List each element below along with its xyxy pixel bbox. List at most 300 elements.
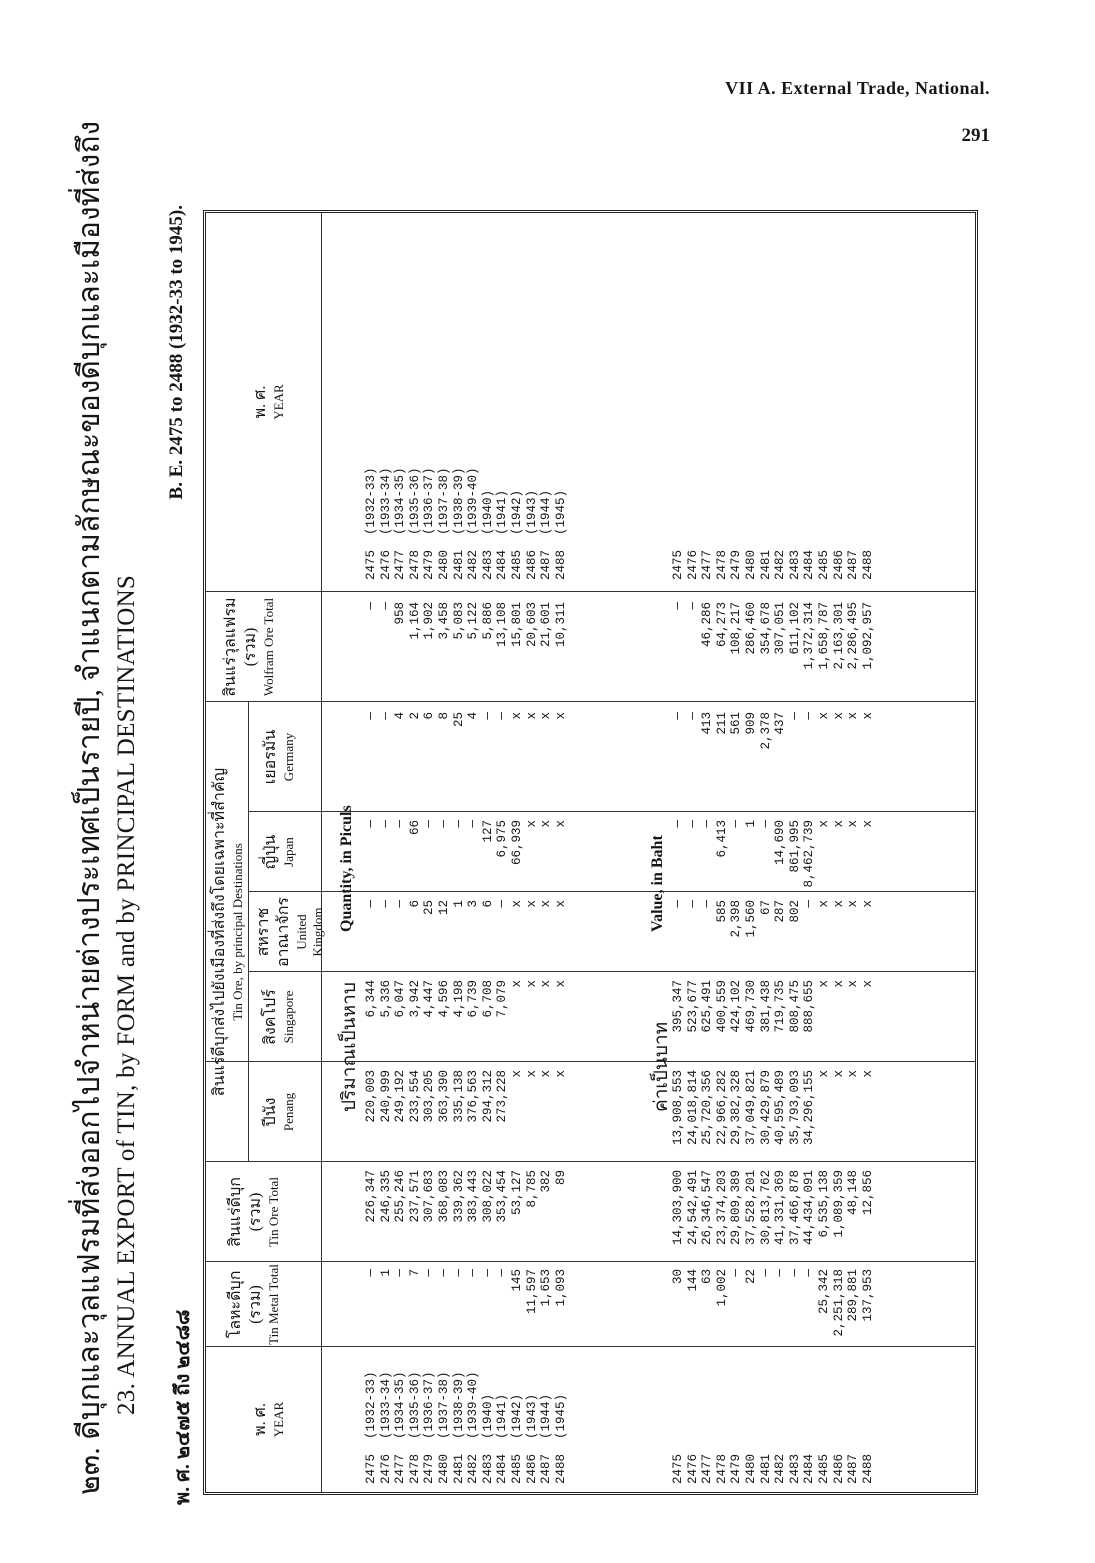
- table-cell: 2,163,301: [831, 602, 846, 670]
- table-cell: 2487: [846, 549, 861, 580]
- table-cell: —: [495, 1269, 510, 1277]
- table-cell: —: [700, 900, 715, 908]
- header-wolfram: สินแร่วุลแฟรม (รวม) Wolfram Ore Total: [222, 597, 276, 697]
- table-cell: 2478: [714, 1453, 729, 1484]
- table-cell: 2: [407, 712, 422, 720]
- table-cell: 469,730: [743, 980, 758, 1033]
- table-cell: 3,942: [407, 980, 422, 1018]
- table-cell: 2476: [685, 1453, 700, 1484]
- table-cell: 2481 (1938-39): [451, 467, 466, 580]
- table-cell: 108,217: [729, 602, 744, 655]
- table-cell: x: [539, 820, 554, 828]
- table-cell: 145: [509, 1269, 524, 1292]
- table-cell: 437: [773, 712, 788, 735]
- quantity-germany-column: [364, 712, 568, 812]
- header-germany: เยอรมัน Germany: [262, 729, 296, 785]
- section-quantity-english: Quantity, in Piculs: [338, 805, 355, 932]
- table-cell: x: [539, 900, 554, 908]
- table-cell: 35,793,093: [787, 1070, 802, 1146]
- table-cell: 64,273: [714, 602, 729, 648]
- export-table: [203, 210, 978, 1495]
- table-cell: —: [393, 900, 408, 908]
- header-japan: ญี่ปุ่น Japan: [262, 834, 296, 870]
- table-cell: 611,102: [787, 602, 802, 655]
- table-cell: 4,447: [422, 980, 437, 1018]
- table-cell: x: [524, 1070, 539, 1078]
- section-value-english: Value, in Baht: [649, 835, 666, 932]
- table-cell: 2486: [831, 549, 846, 580]
- table-cell: 2477 (1934-35): [393, 467, 408, 580]
- table-cell: —: [802, 712, 817, 720]
- quantity-metal-column: [364, 1269, 568, 1347]
- table-cell: 14,303,900: [671, 1170, 685, 1246]
- table-cell: 2478 (1935-36): [407, 1371, 422, 1484]
- table-cell: 2476: [685, 549, 700, 580]
- table-cell: —: [685, 900, 700, 908]
- table-cell: x: [539, 1070, 554, 1078]
- table-cell: —: [685, 602, 700, 610]
- table-cell: 523,677: [685, 980, 700, 1033]
- table-cell: 44,434,091: [802, 1170, 817, 1246]
- quantity-ore-column: [364, 1170, 568, 1262]
- table-cell: —: [364, 602, 378, 610]
- table-cell: —: [773, 1269, 788, 1277]
- table-cell: 3: [466, 900, 481, 908]
- table-cell: 2481 (1938-39): [451, 1371, 466, 1484]
- table-cell: 808,475: [787, 980, 802, 1033]
- table-cell: 1,372,314: [802, 602, 817, 670]
- year-column-quantity: [364, 1354, 568, 1484]
- table-cell: 30,429,879: [758, 1070, 773, 1146]
- table-cell: —: [364, 1269, 378, 1277]
- table-cell: 29,809,389: [729, 1170, 744, 1246]
- header-united-kingdom: สหราชอาณาจักร United Kingdom: [255, 896, 326, 968]
- value-singapore-column: [671, 980, 875, 1062]
- table-cell: 395,347: [671, 980, 685, 1033]
- table-cell: x: [553, 900, 568, 908]
- table-cell: —: [364, 712, 378, 720]
- table-cell: 2480 (1937-38): [436, 1371, 451, 1484]
- table-cell: 4,596: [436, 980, 451, 1018]
- table-cell: —: [378, 712, 393, 720]
- table-cell: 37,466,878: [787, 1170, 802, 1246]
- table-cell: x: [524, 980, 539, 988]
- table-cell: 12,856: [860, 1170, 875, 1216]
- table-cell: 376,563: [466, 1070, 481, 1123]
- table-cell: 2486 (1943): [524, 489, 539, 580]
- table-cell: —: [422, 1269, 437, 1277]
- table-cell: 354,678: [758, 602, 773, 655]
- table-cell: x: [831, 712, 846, 720]
- table-cell: x: [509, 1070, 524, 1078]
- table-cell: 273,228: [495, 1070, 510, 1123]
- table-cell: 2488 (1945): [553, 489, 568, 580]
- table-cell: —: [364, 900, 378, 908]
- table-cell: 958: [393, 602, 408, 625]
- table-cell: 12: [436, 900, 451, 916]
- table-cell: 2,251,318: [831, 1269, 846, 1337]
- table-cell: 21,601: [539, 602, 554, 648]
- header-singapore: สิงคโปร์ Singapore: [262, 989, 296, 1045]
- table-cell: 14,690: [773, 820, 788, 866]
- table-cell: 339,362: [451, 1170, 466, 1223]
- table-cell: —: [787, 712, 802, 720]
- table-cell: 24,542,491: [685, 1170, 700, 1246]
- table-cell: —: [480, 712, 495, 720]
- table-cell: 30,813,762: [758, 1170, 773, 1246]
- table-cell: 2481: [758, 549, 773, 580]
- table-cell: 2477: [700, 1453, 715, 1484]
- table-cell: 6: [407, 900, 422, 908]
- table-cell: 13,908,553: [671, 1070, 685, 1146]
- table-cell: x: [553, 712, 568, 720]
- value-japan-column: [671, 820, 875, 892]
- table-cell: x: [509, 712, 524, 720]
- table-cell: 4: [466, 712, 481, 720]
- table-cell: 1,093: [553, 1269, 568, 1307]
- table-cell: 53,127: [509, 1170, 524, 1216]
- table-cell: 2481: [758, 1453, 773, 1484]
- header-destinations: สินแร่ดีบุกส่งไปยังเมืองที่ส่งถึงโดยเฉพาะที่สำคัญ Tin Ore, by principal Destinations: [211, 767, 245, 1097]
- year-column-value: [671, 1354, 875, 1484]
- table-cell: —: [378, 602, 393, 610]
- table-cell: —: [466, 820, 481, 828]
- table-cell: x: [860, 980, 875, 988]
- table-cell: x: [831, 980, 846, 988]
- table-cell: —: [378, 900, 393, 908]
- table-cell: 2477: [700, 549, 715, 580]
- table-cell: 2480: [743, 1453, 758, 1484]
- table-cell: 66: [407, 820, 422, 836]
- table-cell: 249,192: [393, 1070, 408, 1123]
- value-wolfram-column: [671, 602, 875, 702]
- table-cell: 2478 (1935-36): [407, 467, 422, 580]
- table-cell: 20,603: [524, 602, 539, 648]
- table-cell: 5,886: [480, 602, 495, 640]
- table-cell: 2475 (1932-33): [364, 1371, 378, 1484]
- table-cell: 127: [480, 820, 495, 843]
- table-cell: 719,735: [773, 980, 788, 1033]
- value-metal-column: [671, 1269, 875, 1347]
- table-cell: x: [539, 712, 554, 720]
- table-cell: 6: [422, 712, 437, 720]
- table-cell: 5,122: [466, 602, 481, 640]
- table-cell: 1: [451, 900, 466, 908]
- table-cell: 6,047: [393, 980, 408, 1018]
- table-cell: 888,655: [802, 980, 817, 1033]
- value-germany-column: [671, 712, 875, 812]
- table-cell: x: [553, 1070, 568, 1078]
- table-cell: 2482 (1939-40): [466, 1371, 481, 1484]
- table-cell: 2485: [816, 549, 831, 580]
- table-cell: 2488: [860, 549, 875, 580]
- header-tin-ore: สินแร่ดีบุก (รวม) Tin Ore Total: [227, 1177, 281, 1247]
- table-cell: x: [509, 980, 524, 988]
- table-cell: 2476 (1933-34): [378, 1371, 393, 1484]
- table-cell: —: [671, 712, 685, 720]
- table-cell: 6,413: [714, 820, 729, 858]
- table-cell: 2484 (1941): [495, 489, 510, 580]
- table-cell: 4,198: [451, 980, 466, 1018]
- table-cell: x: [816, 900, 831, 908]
- header-penang: ปีนัง Penang: [262, 1092, 296, 1132]
- year-column-right-value: [671, 440, 875, 580]
- table-cell: x: [846, 820, 861, 828]
- header-tin-metal: โลหะดีบุก (รวม) Tin Metal Total: [227, 1264, 281, 1345]
- quantity-japan-column: [364, 820, 568, 892]
- table-cell: 41,331,369: [773, 1170, 788, 1246]
- table-cell: 2482: [773, 1453, 788, 1484]
- table-cell: 294,312: [480, 1070, 495, 1123]
- table-cell: —: [671, 900, 685, 908]
- table-cell: —: [451, 820, 466, 828]
- table-cell: 2487: [846, 1453, 861, 1484]
- table-cell: 66,939: [509, 820, 524, 866]
- table-cell: —: [671, 602, 685, 610]
- table-cell: —: [729, 820, 744, 828]
- quantity-wolfram-column: [364, 602, 568, 702]
- table-cell: 34,296,155: [802, 1070, 817, 1146]
- table-cell: 1,653: [539, 1269, 554, 1307]
- table-cell: 89: [553, 1170, 568, 1186]
- table-cell: —: [729, 1269, 744, 1277]
- table-cell: 368,083: [436, 1170, 451, 1223]
- table-cell: 6,535,138: [816, 1170, 831, 1238]
- table-cell: 15,801: [509, 602, 524, 648]
- table-cell: 6,739: [466, 980, 481, 1018]
- table-cell: 2,378: [758, 712, 773, 750]
- table-cell: 561: [729, 712, 744, 735]
- table-cell: 2484: [802, 1453, 817, 1484]
- table-cell: 1,560: [743, 900, 758, 938]
- table-cell: 25: [422, 900, 437, 916]
- table-cell: 25,720,356: [700, 1070, 715, 1146]
- table-cell: 67: [758, 900, 773, 916]
- table-cell: 424,102: [729, 980, 744, 1033]
- table-cell: 8: [436, 712, 451, 720]
- table-cell: x: [553, 820, 568, 828]
- table-cell: 240,999: [378, 1070, 393, 1123]
- table-cell: —: [466, 1269, 481, 1277]
- table-cell: —: [787, 1269, 802, 1277]
- table-cell: 382: [539, 1170, 554, 1193]
- table-cell: —: [436, 820, 451, 828]
- table-cell: 233,554: [407, 1070, 422, 1123]
- section-value-thai: ค่าเป็นบาท: [651, 1021, 672, 1112]
- table-cell: —: [393, 820, 408, 828]
- table-cell: —: [495, 900, 510, 908]
- table-cell: 2485 (1942): [509, 489, 524, 580]
- table-cell: 37,528,201: [743, 1170, 758, 1246]
- table-cell: 5,083: [451, 602, 466, 640]
- table-cell: 29,382,328: [729, 1070, 744, 1146]
- table-cell: 2485 (1942): [509, 1393, 524, 1484]
- header-year: พ. ศ. YEAR: [252, 1401, 286, 1438]
- table-cell: 8,785: [524, 1170, 539, 1208]
- table-cell: 30: [671, 1269, 685, 1285]
- table-cell: 307,683: [422, 1170, 437, 1223]
- table-cell: x: [816, 820, 831, 828]
- table-cell: —: [758, 1269, 773, 1277]
- table-cell: x: [524, 900, 539, 908]
- table-cell: 2482 (1939-40): [466, 467, 481, 580]
- table-cell: 335,138: [451, 1070, 466, 1123]
- table-cell: 8,462,739: [802, 820, 817, 888]
- table-cell: 2479: [729, 1453, 744, 1484]
- table-cell: 2487 (1944): [539, 489, 554, 580]
- table-cell: 1,902: [422, 602, 437, 640]
- table-cell: 287: [773, 900, 788, 923]
- table-cell: 22,966,282: [714, 1070, 729, 1146]
- title-thai: ๒๓. ดีบุกและวุลแฟรมที่ส่งออกไปจำหน่ายต่างประเทศเป็นรายปี, จำแนกตามลักษณะของดีบุกและเมืองที่ส่งถึง: [73, 120, 106, 1495]
- table-cell: 220,003: [364, 1070, 378, 1123]
- table-cell: 2475: [671, 1453, 685, 1484]
- table-cell: 2482: [773, 549, 788, 580]
- table-cell: —: [802, 900, 817, 908]
- quantity-uk-column: [364, 900, 568, 972]
- table-cell: x: [816, 1070, 831, 1078]
- quantity-penang-column: [364, 1070, 568, 1162]
- table-cell: 1: [378, 1269, 393, 1277]
- table-cell: 144: [685, 1269, 700, 1292]
- table-cell: x: [846, 980, 861, 988]
- table-cell: x: [860, 1070, 875, 1078]
- value-uk-column: [671, 900, 875, 972]
- table-cell: 5,336: [378, 980, 393, 1018]
- table-cell: x: [524, 712, 539, 720]
- table-cell: 383,443: [466, 1170, 481, 1223]
- table-cell: —: [378, 820, 393, 828]
- table-cell: —: [393, 1269, 408, 1277]
- table-cell: 2475 (1932-33): [364, 467, 378, 580]
- table-cell: 2484 (1941): [495, 1393, 510, 1484]
- table-cell: —: [495, 712, 510, 720]
- table-cell: 2476 (1933-34): [378, 467, 393, 580]
- table-cell: 2,398: [729, 900, 744, 938]
- table-cell: 2488: [860, 1453, 875, 1484]
- table-cell: 2487 (1944): [539, 1393, 554, 1484]
- table-cell: 6: [480, 900, 495, 908]
- table-cell: 3,458: [436, 602, 451, 640]
- table-cell: —: [364, 820, 378, 828]
- range-english: B. E. 2475 to 2488 (1932-33 to 1945).: [166, 205, 187, 500]
- table-cell: 6,975: [495, 820, 510, 858]
- table-cell: 400,559: [714, 980, 729, 1033]
- table-cell: 2486 (1943): [524, 1393, 539, 1484]
- table-cell: 2480: [743, 549, 758, 580]
- table-cell: —: [700, 820, 715, 828]
- table-cell: 1,658,787: [816, 602, 831, 670]
- table-cell: —: [480, 1269, 495, 1277]
- table-cell: 2488 (1945): [553, 1393, 568, 1484]
- table-cell: 25: [451, 712, 466, 728]
- value-ore-column: [671, 1170, 875, 1262]
- table-cell: —: [451, 1269, 466, 1277]
- table-cell: x: [524, 820, 539, 828]
- table-cell: 2483: [787, 1453, 802, 1484]
- table-cell: 2486: [831, 1453, 846, 1484]
- table-cell: 1,089,359: [831, 1170, 846, 1238]
- table-cell: 2483 (1940): [480, 1393, 495, 1484]
- table-cell: 2475: [671, 549, 685, 580]
- table-cell: x: [846, 900, 861, 908]
- table-cell: 2,286,495: [846, 602, 861, 670]
- table-cell: 26,346,547: [700, 1170, 715, 1246]
- table-cell: x: [831, 1070, 846, 1078]
- table-cell: 2477 (1934-35): [393, 1371, 408, 1484]
- table-cell: 2485: [816, 1453, 831, 1484]
- table-cell: 289,881: [846, 1269, 861, 1322]
- table-cell: 24,018,814: [685, 1070, 700, 1146]
- table-cell: 10,311: [553, 602, 568, 648]
- table-cell: 7: [407, 1269, 422, 1277]
- table-cell: —: [685, 820, 700, 828]
- table-cell: 2479: [729, 549, 744, 580]
- table-cell: 1,002: [714, 1269, 729, 1307]
- table-cell: 307,051: [773, 602, 788, 655]
- table-cell: 40,595,489: [773, 1070, 788, 1146]
- table-cell: —: [422, 820, 437, 828]
- table-cell: —: [436, 1269, 451, 1277]
- table-cell: x: [553, 980, 568, 988]
- table-cell: x: [509, 900, 524, 908]
- table-cell: —: [671, 820, 685, 828]
- table-cell: 303,205: [422, 1070, 437, 1123]
- table-cell: 63: [700, 1269, 715, 1285]
- table-cell: 46,286: [700, 602, 715, 648]
- table-cell: 246,335: [378, 1170, 393, 1223]
- section-quantity-thai: ปริมาณเป็นหาบ: [339, 982, 360, 1112]
- table-cell: x: [860, 712, 875, 720]
- table-cell: x: [860, 820, 875, 828]
- table-cell: 2483: [787, 549, 802, 580]
- table-cell: 625,491: [700, 980, 715, 1033]
- table-cell: 137,953: [860, 1269, 875, 1322]
- table-cell: 6,344: [364, 980, 378, 1018]
- table-cell: 48,148: [846, 1170, 861, 1216]
- table-cell: —: [685, 712, 700, 720]
- table-cell: 363,390: [436, 1070, 451, 1123]
- table-cell: x: [816, 712, 831, 720]
- table-cell: 13,108: [495, 602, 510, 648]
- table-cell: x: [539, 980, 554, 988]
- table-cell: 37,049,821: [743, 1070, 758, 1146]
- running-head: VII A. External Trade, National.: [725, 78, 990, 98]
- range-thai: พ. ศ. ๒๔๗๕ ถึง ๒๔๘๘: [172, 1309, 194, 1505]
- table-cell: 2480 (1937-38): [436, 467, 451, 580]
- table-cell: 308,022: [480, 1170, 495, 1223]
- page-number: 291: [961, 125, 990, 146]
- table-cell: 861,995: [787, 820, 802, 873]
- table-cell: 802: [787, 900, 802, 923]
- table-cell: 211: [714, 712, 729, 735]
- table-cell: 4: [393, 712, 408, 720]
- table-cell: 226,347: [364, 1170, 378, 1223]
- header-year-right: พ. ศ. YEAR: [252, 384, 286, 420]
- table-cell: 1,164: [407, 602, 422, 640]
- table-cell: 286,460: [743, 602, 758, 655]
- table-cell: x: [831, 900, 846, 908]
- title-english: 23. ANNUAL EXPORT of TIN, by FORM and by PRINCIPAL DESTINATIONS: [113, 574, 140, 1415]
- table-cell: x: [860, 900, 875, 908]
- table-cell: 381,438: [758, 980, 773, 1033]
- table-cell: 1: [743, 820, 758, 828]
- table-cell: 237,571: [407, 1170, 422, 1223]
- quantity-singapore-column: [364, 980, 568, 1062]
- table-cell: 22: [743, 1269, 758, 1285]
- table-cell: 353,454: [495, 1170, 510, 1223]
- table-cell: —: [802, 1269, 817, 1277]
